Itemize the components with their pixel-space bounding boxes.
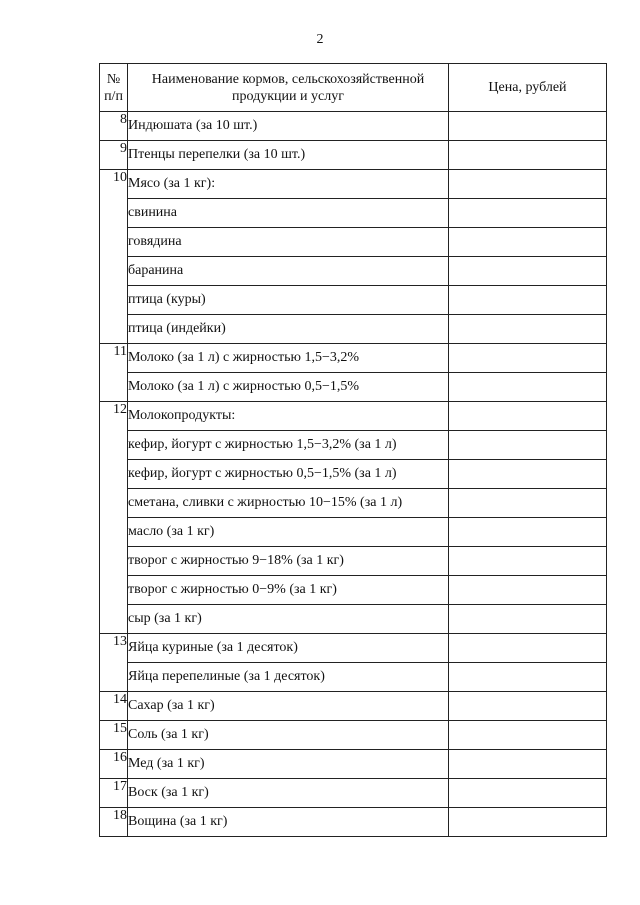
item-name: творог с жирностью 0−9% (за 1 кг) <box>128 576 449 605</box>
price-cell <box>449 576 607 605</box>
table-row <box>100 344 607 373</box>
table-row <box>100 373 607 402</box>
row-number: 15 <box>100 721 128 750</box>
item-name: Воск (за 1 кг) <box>128 779 449 808</box>
price-cell <box>449 518 607 547</box>
item-name: сыр (за 1 кг) <box>128 605 449 634</box>
row-number: 18 <box>100 808 128 837</box>
price-cell <box>449 373 607 402</box>
price-cell <box>449 750 607 779</box>
price-cell <box>449 431 607 460</box>
table-row <box>100 663 607 692</box>
item-name: птица (куры) <box>128 286 449 315</box>
table-row <box>100 112 607 141</box>
table-row <box>100 460 607 489</box>
table-row <box>100 315 607 344</box>
price-cell <box>449 228 607 257</box>
item-name: Индюшата (за 10 шт.) <box>128 112 449 141</box>
price-cell <box>449 605 607 634</box>
table-row <box>100 199 607 228</box>
item-name: кефир, йогурт с жирностью 0,5−1,5% (за 1 л) <box>128 460 449 489</box>
row-number: 9 <box>100 141 128 170</box>
table-row <box>100 547 607 576</box>
table-body <box>100 112 607 837</box>
price-cell <box>449 692 607 721</box>
table-row <box>100 228 607 257</box>
price-cell <box>449 402 607 431</box>
item-name: творог с жирностью 9−18% (за 1 кг) <box>128 547 449 576</box>
price-cell <box>449 199 607 228</box>
price-cell <box>449 315 607 344</box>
row-number: 13 <box>100 634 128 692</box>
item-name: птица (индейки) <box>128 315 449 344</box>
table-header-row <box>100 64 607 112</box>
row-number: 17 <box>100 779 128 808</box>
price-cell <box>449 460 607 489</box>
table-row <box>100 576 607 605</box>
item-name: сметана, сливки с жирностью 10−15% (за 1 л) <box>128 489 449 518</box>
table-row <box>100 402 607 431</box>
row-number: 11 <box>100 344 128 402</box>
price-cell <box>449 170 607 199</box>
table-row <box>100 518 607 547</box>
price-cell <box>449 634 607 663</box>
item-name: Яйца куриные (за 1 десяток) <box>128 634 449 663</box>
item-name: масло (за 1 кг) <box>128 518 449 547</box>
table-row <box>100 489 607 518</box>
item-name: Вощина (за 1 кг) <box>128 808 449 837</box>
item-name: баранина <box>128 257 449 286</box>
price-cell <box>449 808 607 837</box>
row-number: 12 <box>100 402 128 634</box>
price-cell <box>449 286 607 315</box>
item-name: свинина <box>128 199 449 228</box>
row-number: 16 <box>100 750 128 779</box>
item-name: Соль (за 1 кг) <box>128 721 449 750</box>
item-name: Сахар (за 1 кг) <box>128 692 449 721</box>
item-name: Мясо (за 1 кг): <box>128 170 449 199</box>
item-name: Молоко (за 1 л) с жирностью 0,5−1,5% <box>128 373 449 402</box>
price-cell <box>449 344 607 373</box>
header-num: № п/п <box>100 64 128 112</box>
table-row <box>100 808 607 837</box>
table-row <box>100 721 607 750</box>
table-row <box>100 170 607 199</box>
item-name: кефир, йогурт с жирностью 1,5−3,2% (за 1 л) <box>128 431 449 460</box>
price-cell <box>449 663 607 692</box>
item-name: Яйца перепелиные (за 1 десяток) <box>128 663 449 692</box>
row-number: 10 <box>100 170 128 344</box>
table-row <box>100 692 607 721</box>
table-row <box>100 634 607 663</box>
table-row <box>100 257 607 286</box>
item-name: говядина <box>128 228 449 257</box>
table-row <box>100 779 607 808</box>
item-name: Птенцы перепелки (за 10 шт.) <box>128 141 449 170</box>
table-row <box>100 605 607 634</box>
price-cell <box>449 489 607 518</box>
table-row <box>100 750 607 779</box>
price-cell <box>449 141 607 170</box>
table-row <box>100 286 607 315</box>
price-cell <box>449 257 607 286</box>
price-table <box>99 63 607 837</box>
table-row <box>100 431 607 460</box>
price-cell <box>449 779 607 808</box>
page-number: 2 <box>316 32 324 47</box>
price-cell <box>449 112 607 141</box>
price-cell <box>449 721 607 750</box>
row-number: 14 <box>100 692 128 721</box>
header-price: Цена, рублей <box>449 64 607 112</box>
row-number: 8 <box>100 112 128 141</box>
price-cell <box>449 547 607 576</box>
item-name: Молокопродукты: <box>128 402 449 431</box>
item-name: Молоко (за 1 л) с жирностью 1,5−3,2% <box>128 344 449 373</box>
table-row <box>100 141 607 170</box>
item-name: Мед (за 1 кг) <box>128 750 449 779</box>
header-name: Наименование кормов, сельскохозяйственной продукции и услуг <box>128 64 449 112</box>
